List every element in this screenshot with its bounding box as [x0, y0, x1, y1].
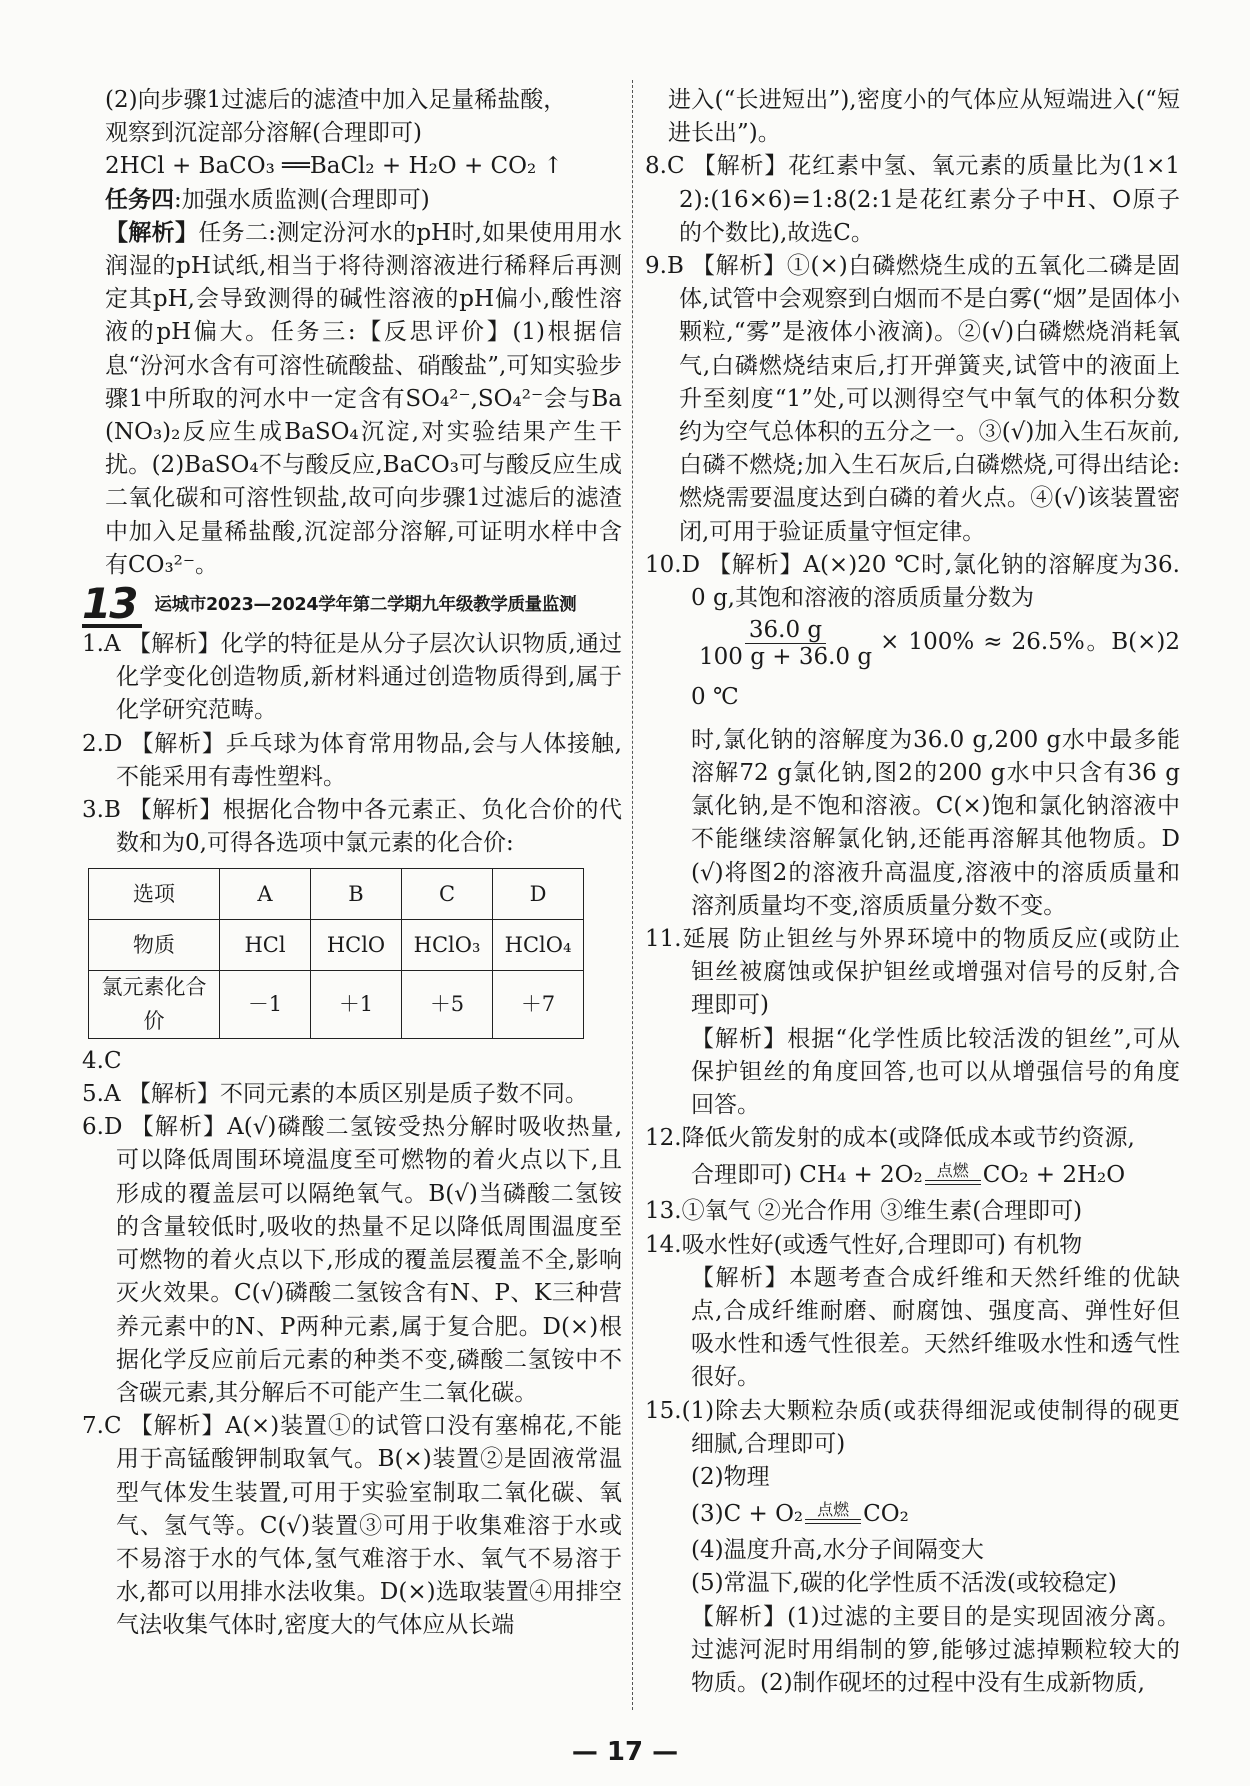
condition-text: 点燃 [936, 1161, 969, 1181]
table-cell: 物质 [89, 920, 220, 971]
answer-item: 8.C 【解析】花红素中氢、氧元素的质量比为(1×12):(16×6)=1:8(2:1是花红素分子中H、O原子的个数比),故选C。 [645, 153, 1180, 246]
chemical-equation [645, 1494, 1180, 1534]
analysis-label: 【解析】 [105, 219, 199, 246]
answer-item: 3.B 【解析】根据化合物中各元素正、负化合价的代数和为0,可得各选项中氯元素的化合价: [82, 797, 622, 857]
answer-item: 10.D 【解析】A(×)20 ℃时,氯化钠的溶解度为36.0 g,其饱和溶液的溶质质量分数为 [645, 551, 1180, 612]
reaction-condition [805, 1501, 861, 1534]
table-cell: D [493, 869, 584, 920]
analysis-paragraph: 【解析】根据“化学性质比较活泼的钽丝”,可从保护钽丝的角度回答,也可以从增强信号的角度回答。 [691, 1025, 1180, 1118]
answer-item: 9.B 【解析】①(×)白磷燃烧生成的五氧化二磷是固体,试管中会观察到白烟而不是白雾(“烟”是固体小颗粒,“雾”是液体小液滴)。②(√)白磷燃烧消耗氧气,白磷燃烧结束后,打开弹簧夹,试管中的液面上升至刻度“1”处,可以测得空气中氧气的体积分数约为空气总体积的五分之一。③(√)加入生石灰前,白磷不燃烧;加入生石灰后,白磷燃烧,可得出结论:燃烧需要温度达到白磷的着火点。④(√)该装置密闭,可用于验证质量守恒定律。 [645, 253, 1180, 545]
fraction [695, 617, 876, 670]
table-row [89, 869, 584, 920]
table-cell: HClO [311, 920, 402, 971]
answer-continuation: 进入(“长进短出”),密度小的气体应从短端进入(“短进长出”)。 [668, 87, 1180, 147]
section-number: 13 [82, 584, 142, 628]
equals-sign [805, 1519, 861, 1524]
fraction-tail: × 100% ≈ 26.5%。B(×)20 ℃ [691, 629, 1180, 710]
table-cell: HCl [220, 920, 311, 971]
answer-continuation: 时,氯化钠的溶解度为36.0 g,200 g水中最多能溶解72 g氯化钠,图2的200 g水中只含有36 g氯化钠,是不饱和溶液。C(×)饱和氯化钠溶液中不能继续溶解氯化钠,还能再溶解其他物质。D(√)将图2的溶液升高温度,溶液中的溶质质量和溶剂质量均不变,溶质质量分数不变。 [691, 726, 1180, 919]
table-row [89, 971, 584, 1038]
section-header [82, 579, 622, 629]
task4-line [82, 184, 622, 217]
answer-line: 观察到沉淀部分溶解(合理即可) [105, 120, 422, 147]
equals-sign [925, 1180, 981, 1185]
table-cell: ＋1 [311, 971, 402, 1038]
table-cell: －1 [220, 971, 311, 1038]
answer-subitem: (4)温度升高,水分子间隔变大 [691, 1537, 984, 1564]
fraction-line [645, 615, 1180, 724]
task4-label: 任务四 [105, 186, 174, 213]
fraction-numerator: 36.0 g [745, 617, 826, 644]
answer-item: 4.C [82, 1047, 122, 1074]
chlorine-valence-table [88, 868, 584, 1038]
analysis-paragraph: 【解析】(1)过滤的主要目的是实现固液分离。过滤河泥时用绢制的箩,能够过滤掉颗粒较大的物质。(2)制作砚坯的过程中没有生成新物质, [691, 1603, 1180, 1697]
answer-subitem: (2)物理 [691, 1464, 770, 1491]
left-column [82, 84, 622, 1643]
answer-item: 12.降低火箭发射的成本(或降低成本或节约资源, [645, 1125, 1135, 1152]
table-cell: ＋5 [402, 971, 493, 1038]
equation-left: 合理即可) CH₄ + 2O₂ [691, 1162, 923, 1189]
answer-item: 13.①氧气 ②光合作用 ③维生素(合理即可) [645, 1198, 1083, 1225]
answer-item: 6.D 【解析】A(√)磷酸二氢铵受热分解时吸收热量,可以降低周围环境温度至可燃物的着火点以下,且形成的覆盖层可以隔绝氧气。B(√)当磷酸二氢铵的含量较低时,吸收的热量不足以降低周围温度至可燃物的着火点以下,形成的覆盖层覆盖不全,影响灭火效果。C(√)磷酸二氢铵含有N、P、K三种营养元素中的N、P两种元素,属于复合肥。D(×)根据化学反应前后元素的种类不变,磷酸二氢铵中不含碳元素,其分解后不可能产生二氧化碳。 [82, 1114, 622, 1406]
column-divider [632, 80, 633, 1710]
answer-item: 1.A 【解析】化学的特征是从分子层次认识物质,通过化学变化创造物质,新材料通过创造物质得到,属于化学研究范畴。 [82, 631, 622, 724]
analysis-paragraph [82, 217, 622, 582]
answer-line: (2)向步骤1过滤后的滤渣中加入足量稀盐酸， [105, 87, 567, 113]
table-row [89, 920, 584, 971]
table-cell: A [220, 869, 311, 920]
fraction-denominator: 100 g + 36.0 g [699, 643, 873, 670]
equation-right: CO₂ [863, 1501, 909, 1528]
table-cell: 选项 [89, 869, 220, 920]
chemical-equation: 2HCl + BaCO₃ ══BaCl₂ + H₂O + CO₂ ↑ [105, 153, 563, 180]
answer-subitem: (5)常温下,碳的化学性质不活泼(或较稳定) [691, 1570, 1117, 1597]
table-cell: HClO₃ [402, 920, 493, 971]
page-number: — 17 — [571, 1737, 679, 1767]
analysis-paragraph: 【解析】本题考查合成纤维和天然纤维的优缺点,合成纤维耐磨、耐腐蚀、强度高、弹性好但吸水性和透气性很差。天然纤维吸水性和透气性很好。 [691, 1264, 1180, 1391]
table-cell: B [311, 869, 402, 920]
table-cell: C [402, 869, 493, 920]
right-column [645, 84, 1180, 1700]
answer-item: 11.延展 防止钽丝与外界环境中的物质反应(或防止钽丝被腐蚀或保护钽丝或增强对信号的反射,合理即可) [645, 925, 1180, 1019]
task4-text: :加强水质监测(合理即可) [174, 186, 430, 213]
answer-item: 2.D 【解析】乒乓球为体育常用物品,会与人体接触,不能采用有毒性塑料。 [82, 730, 622, 790]
answer-item: 7.C 【解析】A(×)装置①的试管口没有塞棉花,不能用于高锰酸钾制取氧气。B(×)装置②是固液常温型气体发生装置,可用于实验室制取二氧化碳、氧气、氢气等。C(√)装置③可用于收集难溶于水或不易溶于水的气体,氢气难溶于水、氧气不易溶于水,都可以用排水法收集。D(×)选取装置④用排空气法收集气体时,密度大的气体应从长端 [82, 1413, 622, 1639]
table-cell: HClO₄ [493, 920, 584, 971]
table-cell: ＋7 [493, 971, 584, 1038]
analysis-text: 任务二:测定汾河水的pH时,如果使用用水润湿的pH试纸,相当于将待测溶液进行稀释后再测定其pH,会导致测得的碱性溶液的pH偏小,酸性溶液的pH偏大。任务三:【反思评价】(1)根据信息“汾河水含有可溶性硫酸盐、硝酸盐”,可知实验步骤1中所取的河水中一定含有SO₄²⁻,SO₄²⁻会与Ba(NO₃)₂反应生成BaSO₄沉淀,对实验结果产生干扰。(2)BaSO₄不与酸反应,BaCO₃可与酸反应生成二氧化碳和可溶性钡盐,故可向步骤1过滤后的滤渣中加入足量稀盐酸,沉淀部分溶解,可证明水样中含有CO₃²⁻。 [105, 219, 623, 578]
answer-item: 5.A 【解析】不同元素的本质区别是质子数不同。 [82, 1081, 588, 1108]
chemical-equation [645, 1155, 1180, 1195]
table-cell: 氯元素化合价 [89, 971, 220, 1038]
equation-left: (3)C + O₂ [691, 1501, 804, 1528]
answer-item: 14.吸水性好(或透气性好,合理即可) 有机物 [645, 1231, 1083, 1258]
reaction-condition [925, 1162, 981, 1195]
answer-item: 15.(1)除去大颗粒杂质(或获得细泥或使制得的砚更细腻,合理即可) [645, 1397, 1180, 1457]
section-title: 运城市2023—2024学年第二学期九年级教学质量监测 [154, 595, 577, 616]
condition-text: 点燃 [817, 1500, 850, 1520]
equation-right: CO₂ + 2H₂O [982, 1162, 1126, 1189]
